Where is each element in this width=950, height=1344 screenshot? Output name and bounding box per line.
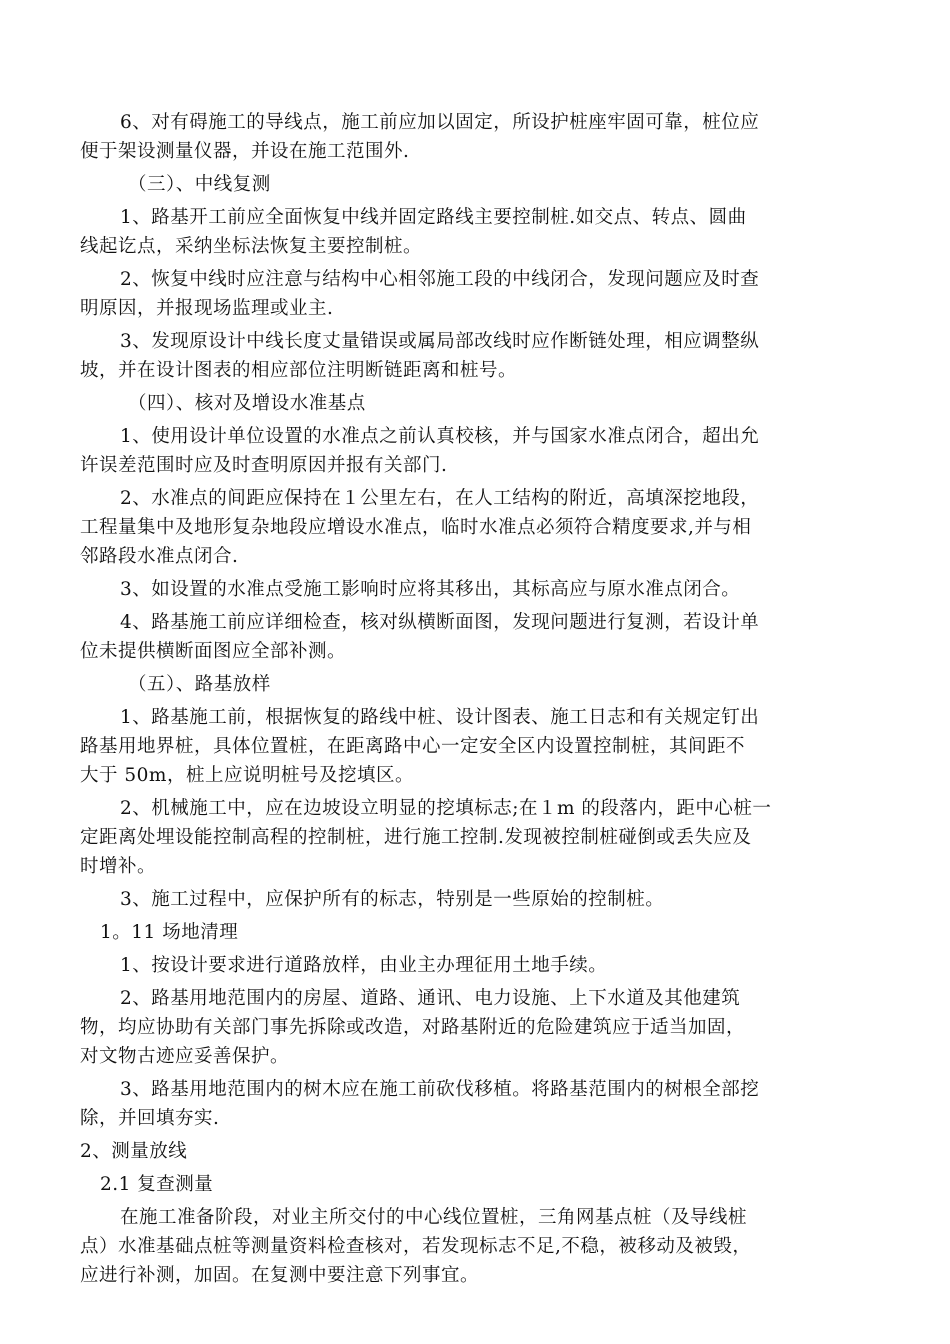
- text-line: 1、按设计要求进行道路放样，由业主办理征用土地手续。: [120, 955, 608, 976]
- paragraph: [80, 703, 838, 790]
- paragraph: [80, 1203, 838, 1290]
- text-line: 坡，并在设计图表的相应部位注明断链距离和桩号。: [80, 360, 518, 381]
- text-line: （五）、路基放样: [128, 674, 271, 695]
- section-heading: [80, 670, 838, 699]
- text-line: 邻路段水准点闭合.: [80, 546, 239, 567]
- paragraph: [80, 203, 838, 261]
- text-line: 2、恢复中线时应注意与结构中心相邻施工段的中线闭合，发现问题应及时查: [120, 269, 760, 290]
- section-heading: [80, 918, 838, 947]
- paragraph: [80, 1075, 838, 1133]
- text-line: 2、机械施工中，应在边坡设立明显的挖填标志;在１m 的段落内，距中心桩一: [120, 798, 772, 819]
- text-line: 6、对有碍施工的导线点，施工前应加以固定，所设护桩座牢固可靠，桩位应: [120, 112, 760, 133]
- text-line: 点）水准基础点桩等测量资料检查核对，若发现标志不足,不稳，被移动及被毁，: [80, 1236, 752, 1257]
- text-line: 对文物古迹应妥善保护。: [80, 1046, 290, 1067]
- text-line: 3、路基用地范围内的树木应在施工前砍伐移植。将路基范围内的树根全部挖: [120, 1079, 760, 1100]
- text-line: 定距离处埋设能控制高程的控制桩，进行施工控制.发现被控制桩碰倒或丢失应及: [80, 827, 752, 848]
- text-line: 1。11 场地清理: [100, 922, 239, 943]
- text-line: 2、路基用地范围内的房屋、道路、通讯、电力设施、上下水道及其他建筑: [120, 988, 741, 1009]
- text-line: 4、路基施工前应详细检查，核对纵横断面图，发现问题进行复测，若设计单: [120, 612, 760, 633]
- section-heading: [80, 389, 838, 418]
- text-line: 1、路基开工前应全面恢复中线并固定路线主要控制桩.如交点、转点、圆曲: [120, 207, 747, 228]
- paragraph: [80, 265, 838, 323]
- text-line: 物，均应协助有关部门事先拆除或改造，对路基附近的危险建筑应于适当加固，: [80, 1017, 746, 1038]
- paragraph: [80, 608, 838, 666]
- paragraph: [80, 885, 838, 914]
- section-heading: [80, 1170, 838, 1199]
- paragraph: [80, 984, 838, 1071]
- text-line: 2、测量放线: [80, 1141, 188, 1162]
- paragraph: [80, 484, 838, 571]
- text-line: 路基用地界桩，具体位置桩，在距离路中心一定安全区内设置控制桩，其间距不: [80, 736, 746, 757]
- text-line: 3、如设置的水准点受施工影响时应将其移出，其标高应与原水准点闭合。: [120, 579, 741, 600]
- paragraph: [80, 422, 838, 480]
- text-line: 应进行补测，加固。在复测中要注意下列事宜。: [80, 1265, 480, 1286]
- section-heading: [80, 170, 838, 199]
- section-heading: [80, 1137, 838, 1166]
- text-line: 2、水准点的间距应保持在１公里左右，在人工结构的附近，高填深挖地段，: [120, 488, 760, 509]
- text-line: 除，并回填夯实.: [80, 1108, 220, 1129]
- text-line: 3、发现原设计中线长度丈量错误或属局部改线时应作断链处理，相应调整纵: [120, 331, 760, 352]
- text-line: 时增补。: [80, 856, 157, 877]
- text-line: 3、施工过程中，应保护所有的标志，特别是一些原始的控制桩。: [120, 889, 665, 910]
- text-line: （三）、中线复测: [128, 174, 271, 195]
- text-line: 线起讫点，采纳坐标法恢复主要控制桩。: [80, 236, 423, 257]
- text-line: 便于架设测量仪器，并设在施工范围外.: [80, 141, 410, 162]
- paragraph: [80, 794, 838, 881]
- text-line: 明原因，并报现场监理或业主.: [80, 298, 334, 319]
- text-line: 位未提供横断面图应全部补测。: [80, 641, 347, 662]
- text-line: 大于 50m，桩上应说明桩号及挖填区。: [80, 765, 414, 786]
- text-line: 在施工准备阶段，对业主所交付的中心线位置桩，三角网基点桩（及导线桩: [120, 1207, 748, 1228]
- text-line: （四）、核对及增设水准基点: [128, 393, 366, 414]
- text-line: 工程量集中及地形复杂地段应增设水准点，临时水准点必须符合精度要求,并与相: [80, 517, 752, 538]
- paragraph: [80, 951, 838, 980]
- text-line: 1、路基施工前，根据恢复的路线中桩、设计图表、施工日志和有关规定钉出: [120, 707, 760, 728]
- paragraph: [80, 327, 838, 385]
- paragraph: [80, 575, 838, 604]
- paragraph: [80, 108, 838, 166]
- text-line: 2.1 复查测量: [100, 1174, 214, 1195]
- text-line: 许误差范围时应及时查明原因并报有关部门.: [80, 455, 448, 476]
- text-line: 1、使用设计单位设置的水准点之前认真校核，并与国家水准点闭合，超出允: [120, 426, 760, 447]
